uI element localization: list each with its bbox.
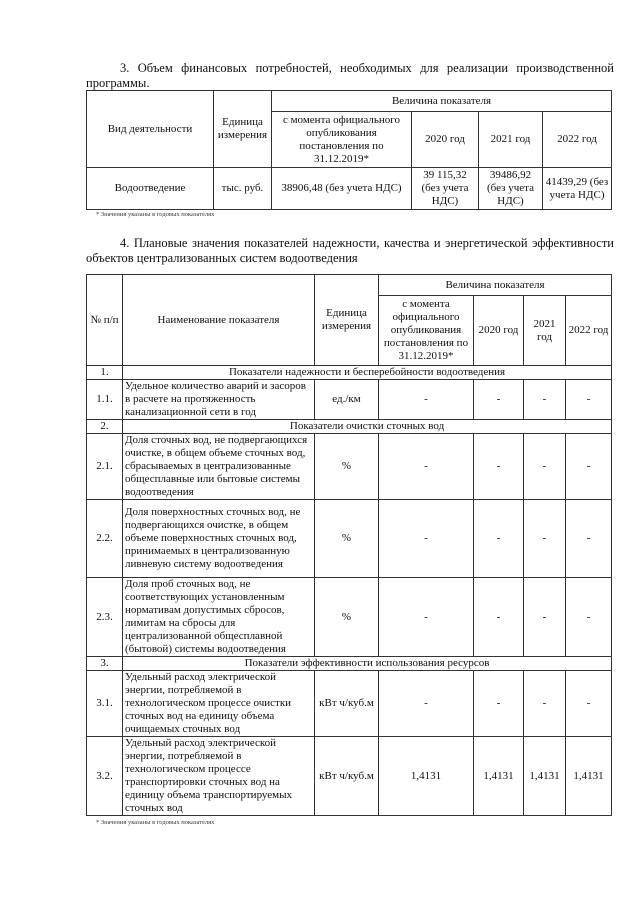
group-row	[87, 366, 612, 380]
table-row	[87, 168, 612, 210]
table-row	[87, 578, 612, 657]
section-3-heading-text: 3. Объем финансовых потребностей, необходимых для реализации производственной программы.	[86, 61, 614, 90]
cell-name: Доля проб сточных вод, не соответствующих установленным нормативам допустимых сбросов, лимитам на сбросы для централизованной общесплавной (бытовой) системы водоотведения	[123, 578, 315, 657]
cell-2022: -	[566, 434, 612, 500]
group-title: Показатели очистки сточных вод	[123, 420, 612, 434]
header-name: Наименование показателя	[123, 275, 315, 366]
cell-num: 2.2.	[87, 500, 123, 578]
cell-unit: кВт ч/куб.м	[315, 671, 379, 737]
cell-2020: -	[474, 500, 524, 578]
cell-num: 3.1.	[87, 671, 123, 737]
header-2022: 2022 год	[543, 112, 612, 168]
cell-since: 1,4131	[379, 737, 474, 816]
cell-2021: -	[524, 500, 566, 578]
cell-num: 3.2.	[87, 737, 123, 816]
cell-2020: -	[474, 578, 524, 657]
cell-name: Доля сточных вод, не подвергающихся очистке, в общем объеме сточных вод, сбрасываемых в централизованные общесплавные или бытовые системы водоотведения	[123, 434, 315, 500]
table-row	[87, 434, 612, 500]
table-row	[87, 671, 612, 737]
footnote-1: * Значения указаны в годовых показателях	[96, 211, 215, 218]
cell-unit: %	[315, 578, 379, 657]
table-row	[87, 380, 612, 420]
cell-num: 2.1.	[87, 434, 123, 500]
section-3-heading	[86, 61, 614, 91]
cell-name: Доля поверхностных сточных вод, не подвергающихся очистке, в общем объеме поверхностных сточных вод, принимаемых в централизованную ливневую систему водоотведения	[123, 500, 315, 578]
header-2021: 2021 год	[479, 112, 543, 168]
header-unit: Единица измерения	[214, 91, 272, 168]
cell-unit: %	[315, 434, 379, 500]
cell-2022: -	[566, 500, 612, 578]
section-4-heading	[86, 236, 614, 266]
cell-2022: -	[566, 380, 612, 420]
header-2020: 2020 год	[474, 296, 524, 366]
section-4-heading-text: 4. Плановые значения показателей надежности, качества и энергетической эффективности объектов централизованных систем водоотведения	[86, 236, 614, 265]
cell-name: Удельный расход электрической энергии, потребляемой в технологическом процессе очистки сточных вод на единицу объема очищаемых сточных вод	[123, 671, 315, 737]
cell-name: Удельный расход электрической энергии, потребляемой в технологическом процессе транспортировки сточных вод на единицу объема транспортируемых сточных вод	[123, 737, 315, 816]
footnote-2: * Значения указаны в годовых показателях	[96, 819, 215, 826]
group-title: Показатели надежности и бесперебойности водоотведения	[123, 366, 612, 380]
header-since: с момента официального опубликования постановления по 31.12.2019*	[379, 296, 474, 366]
cell-since: -	[379, 578, 474, 657]
cell-2022: -	[566, 578, 612, 657]
cell-2021: 39486,92 (без учета НДС)	[479, 168, 543, 210]
group-num: 3.	[87, 657, 123, 671]
cell-2021: -	[524, 671, 566, 737]
cell-num: 2.3.	[87, 578, 123, 657]
table-row	[87, 737, 612, 816]
cell-unit: кВт ч/куб.м	[315, 737, 379, 816]
cell-num: 1.1.	[87, 380, 123, 420]
cell-2020: 39 115,32 (без учета НДС)	[412, 168, 479, 210]
group-num: 2.	[87, 420, 123, 434]
header-unit: Единица измерения	[315, 275, 379, 366]
cell-since: 38906,48 (без учета НДС)	[272, 168, 412, 210]
header-value: Величина показателя	[379, 275, 612, 296]
cell-2020: -	[474, 671, 524, 737]
cell-since: -	[379, 380, 474, 420]
header-2022: 2022 год	[566, 296, 612, 366]
header-2020: 2020 год	[412, 112, 479, 168]
cell-2020: 1,4131	[474, 737, 524, 816]
indicators-table	[86, 274, 612, 816]
cell-activity: Водоотведение	[87, 168, 214, 210]
header-value: Величина показателя	[272, 91, 612, 112]
cell-unit: тыс. руб.	[214, 168, 272, 210]
group-row	[87, 420, 612, 434]
cell-since: -	[379, 500, 474, 578]
cell-name: Удельное количество аварий и засоров в расчете на протяженность канализационной сети в год	[123, 380, 315, 420]
header-since: с момента официального опубликования постановления по 31.12.2019*	[272, 112, 412, 168]
cell-2022: -	[566, 671, 612, 737]
cell-unit: ед./км	[315, 380, 379, 420]
cell-2022: 41439,29 (без учета НДС)	[543, 168, 612, 210]
table-row	[87, 500, 612, 578]
cell-since: -	[379, 434, 474, 500]
header-activity: Вид деятельности	[87, 91, 214, 168]
cell-2020: -	[474, 434, 524, 500]
cell-2021: -	[524, 434, 566, 500]
cell-2021: -	[524, 578, 566, 657]
financial-needs-table	[86, 90, 612, 210]
header-2021: 2021 год	[524, 296, 566, 366]
header-num: № п/п	[87, 275, 123, 366]
cell-since: -	[379, 671, 474, 737]
cell-2022: 1,4131	[566, 737, 612, 816]
cell-unit: %	[315, 500, 379, 578]
group-title: Показатели эффективности использования ресурсов	[123, 657, 612, 671]
cell-2021: -	[524, 380, 566, 420]
cell-2020: -	[474, 380, 524, 420]
group-row	[87, 657, 612, 671]
cell-2021: 1,4131	[524, 737, 566, 816]
group-num: 1.	[87, 366, 123, 380]
